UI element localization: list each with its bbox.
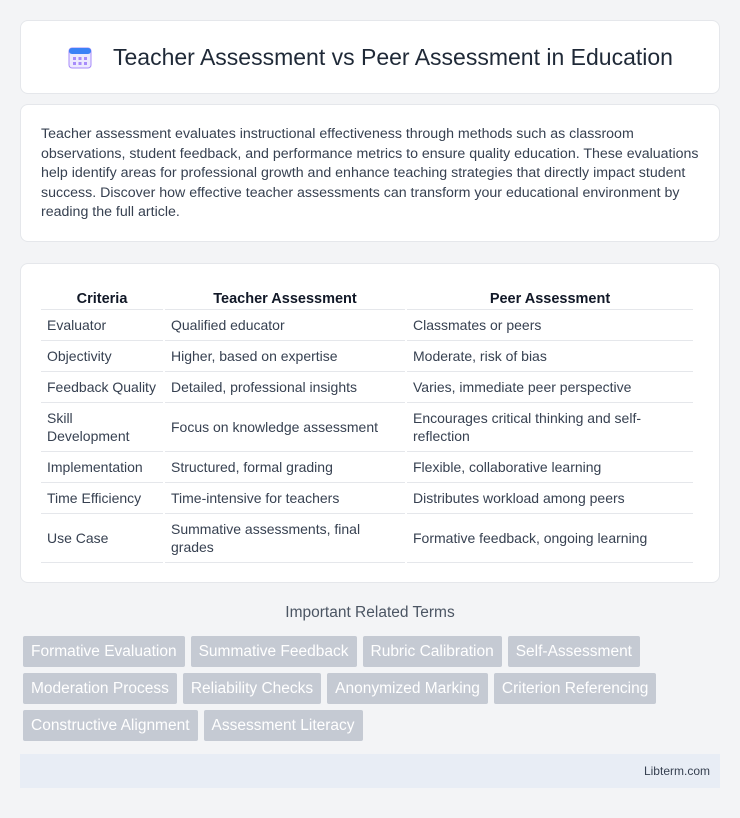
term-tag[interactable]: Rubric Calibration bbox=[363, 636, 502, 667]
table-cell: Focus on knowledge assessment bbox=[165, 403, 405, 452]
footer-link[interactable]: Libterm.com bbox=[643, 764, 710, 778]
term-tag[interactable]: Anonymized Marking bbox=[327, 673, 488, 704]
term-tag[interactable]: Criterion Referencing bbox=[494, 673, 656, 704]
calendar-icon bbox=[67, 44, 93, 70]
table-cell: Feedback Quality bbox=[41, 372, 163, 403]
page-title: Teacher Assessment vs Peer Assessment in Education bbox=[113, 43, 673, 70]
table-row bbox=[41, 403, 693, 452]
term-tag[interactable]: Assessment Literacy bbox=[204, 710, 363, 741]
term-tag[interactable]: Reliability Checks bbox=[183, 673, 321, 704]
intro-card bbox=[20, 104, 720, 242]
table-cell: Varies, immediate peer perspective bbox=[407, 372, 693, 403]
term-tag[interactable]: Moderation Process bbox=[23, 673, 177, 704]
table-cell: Detailed, professional insights bbox=[165, 372, 405, 403]
comparison-table bbox=[39, 284, 695, 563]
table-cell: Use Case bbox=[41, 514, 163, 563]
table-cell: Encourages critical thinking and self-reflection bbox=[407, 403, 693, 452]
footer bbox=[20, 754, 720, 788]
table-cell: Structured, formal grading bbox=[165, 452, 405, 483]
table-cell: Objectivity bbox=[41, 341, 163, 372]
table-cell: Higher, based on expertise bbox=[165, 341, 405, 372]
table-cell: Summative assessments, final grades bbox=[165, 514, 405, 563]
term-tag[interactable]: Formative Evaluation bbox=[23, 636, 185, 667]
term-tag[interactable]: Summative Feedback bbox=[191, 636, 357, 667]
table-cell: Skill Development bbox=[41, 403, 163, 452]
table-cell: Classmates or peers bbox=[407, 310, 693, 341]
related-terms-title: Important Related Terms bbox=[285, 604, 455, 621]
comparison-card bbox=[20, 263, 720, 583]
table-cell: Moderate, risk of bias bbox=[407, 341, 693, 372]
table-row bbox=[41, 372, 693, 403]
column-header-teacher: Teacher Assessment bbox=[165, 284, 405, 310]
header-card bbox=[20, 20, 720, 94]
table-row bbox=[41, 483, 693, 514]
table-row bbox=[41, 310, 693, 341]
column-header-criteria: Criteria bbox=[41, 284, 163, 310]
table-cell: Time Efficiency bbox=[41, 483, 163, 514]
related-terms-list bbox=[23, 636, 723, 747]
table-cell: Implementation bbox=[41, 452, 163, 483]
table-header-row bbox=[41, 284, 693, 310]
table-cell: Evaluator bbox=[41, 310, 163, 341]
table-cell: Formative feedback, ongoing learning bbox=[407, 514, 693, 563]
table-row bbox=[41, 452, 693, 483]
term-tag[interactable]: Constructive Alignment bbox=[23, 710, 198, 741]
table-cell: Distributes workload among peers bbox=[407, 483, 693, 514]
table-cell: Flexible, collaborative learning bbox=[407, 452, 693, 483]
column-header-peer: Peer Assessment bbox=[407, 284, 693, 310]
term-tag[interactable]: Self-Assessment bbox=[508, 636, 640, 667]
table-cell: Qualified educator bbox=[165, 310, 405, 341]
intro-text: Teacher assessment evaluates instructional effectiveness through methods such as classroom observations, student feedback, and performance metrics to ensure quality education. These evaluations help identify areas for professional growth and enhance teaching strategies that directly impact student success. Discover how effective teacher assessments can transform your educational environment by reading the full article. bbox=[41, 126, 699, 221]
table-cell: Time-intensive for teachers bbox=[165, 483, 405, 514]
table-row bbox=[41, 341, 693, 372]
table-row bbox=[41, 514, 693, 563]
